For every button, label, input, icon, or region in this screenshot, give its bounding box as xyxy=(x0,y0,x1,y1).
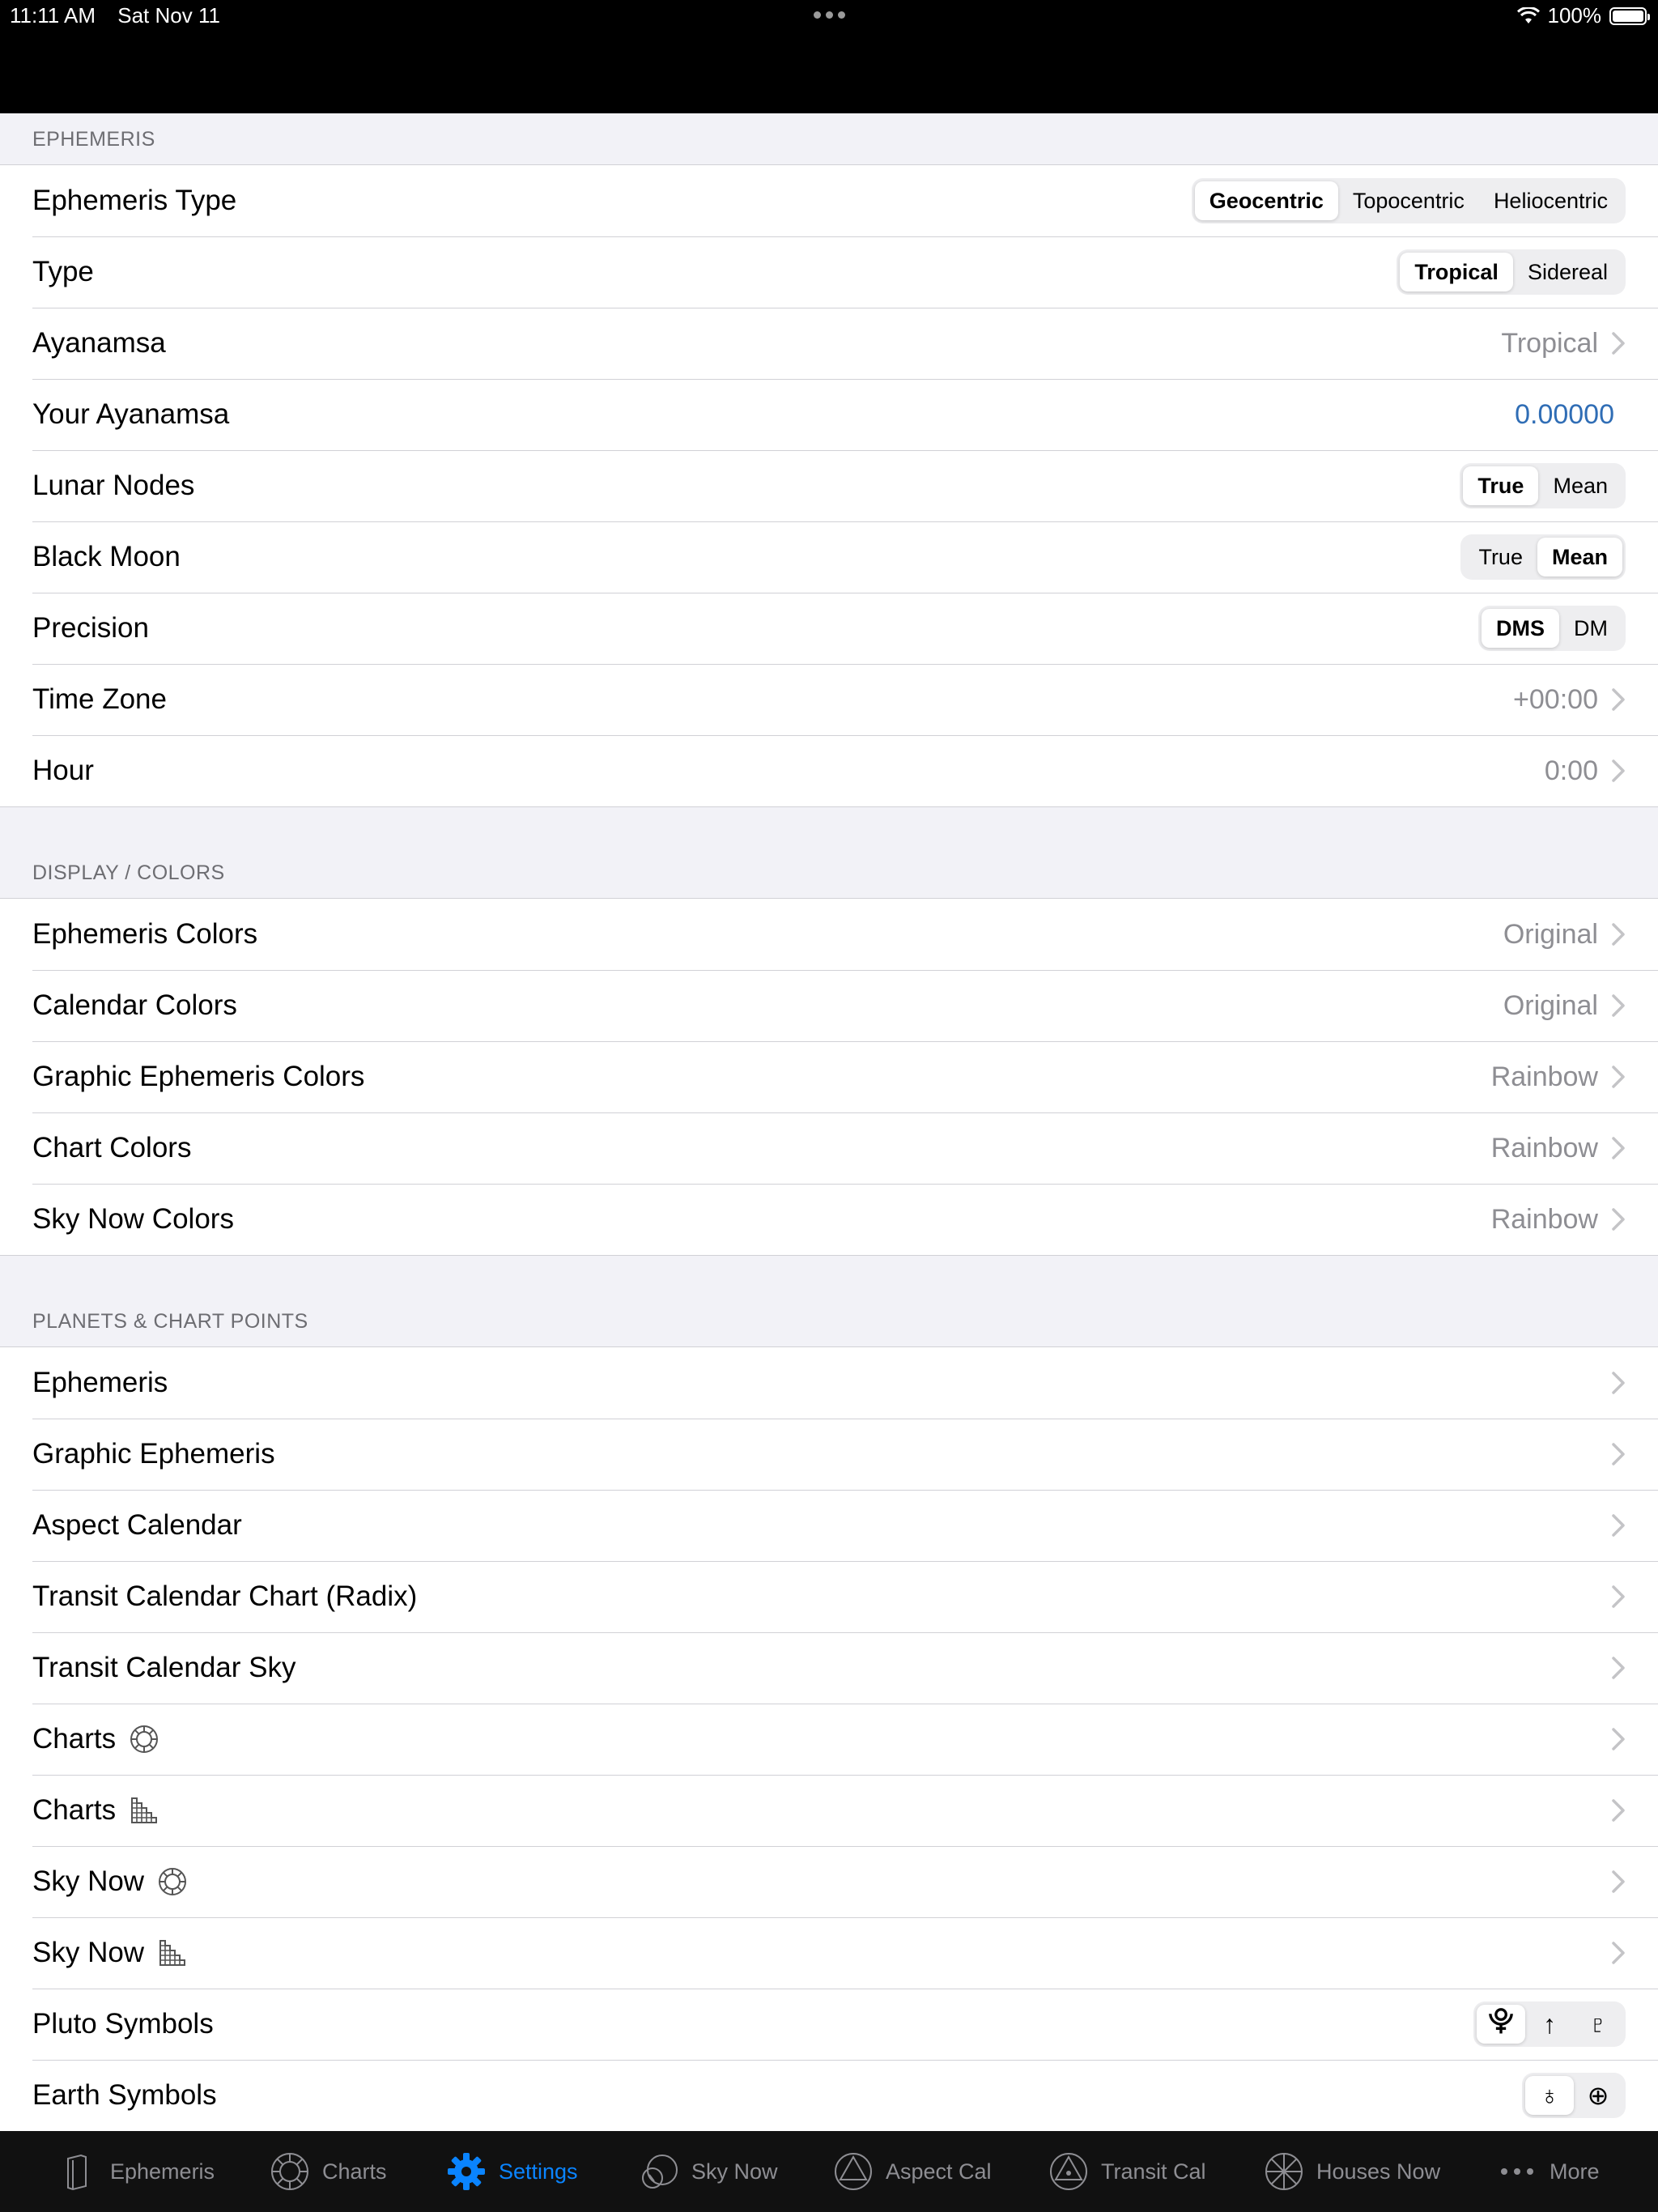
row-value: Tropical xyxy=(1501,327,1598,359)
row-label-wrap xyxy=(32,1723,159,1755)
tab-label: Houses Now xyxy=(1316,2159,1441,2184)
status-right xyxy=(1517,3,1647,28)
section-title: EPHEMERIS xyxy=(32,128,155,151)
tab-label: Charts xyxy=(322,2159,387,2184)
row-label: Ayanamsa xyxy=(32,327,166,359)
gear-icon xyxy=(445,2150,487,2193)
display-colors-group xyxy=(0,898,1658,1256)
chevron-right-icon xyxy=(1611,1656,1626,1680)
segment-topocentric[interactable]: Topocentric xyxy=(1352,188,1465,213)
row-label: Charts xyxy=(32,1794,117,1826)
chevron-right-icon xyxy=(1611,1065,1626,1089)
row-transit-calendar-chart[interactable] xyxy=(0,1561,1658,1632)
tab-ephemeris[interactable] xyxy=(57,2131,215,2212)
row-ephemeris-type xyxy=(0,165,1658,236)
chevron-right-icon xyxy=(1611,1513,1626,1538)
chevron-right-icon xyxy=(1611,1870,1626,1894)
row-sky-now-grid[interactable] xyxy=(0,1917,1658,1989)
more-dots-icon xyxy=(1496,2150,1538,2193)
tab-charts[interactable] xyxy=(269,2131,387,2212)
chevron-right-icon xyxy=(1611,1371,1626,1395)
earth-symbols-segmented[interactable] xyxy=(1522,2073,1626,2118)
tab-sky-now[interactable] xyxy=(638,2131,778,2212)
row-label: Graphic Ephemeris Colors xyxy=(32,1061,365,1092)
chevron-right-icon xyxy=(1611,1798,1626,1823)
transit-triangle-icon xyxy=(1048,2150,1090,2193)
row-your-ayanamsa xyxy=(0,379,1658,450)
row-hour[interactable] xyxy=(0,735,1658,806)
chevron-right-icon xyxy=(1611,1207,1626,1231)
row-calendar-colors[interactable] xyxy=(0,970,1658,1041)
status-time xyxy=(10,3,220,28)
row-label: Black Moon xyxy=(32,541,181,572)
battery-icon xyxy=(1609,7,1647,25)
ephemeris-group xyxy=(0,164,1658,807)
grid-icon xyxy=(129,1795,159,1826)
row-lunar-nodes xyxy=(0,450,1658,521)
segment-heliocentric[interactable]: Heliocentric xyxy=(1493,188,1608,213)
row-value: +00:00 xyxy=(1513,683,1598,715)
tab-label: Aspect Cal xyxy=(886,2159,992,2184)
wifi-icon xyxy=(1517,7,1540,25)
row-sky-now-colors[interactable] xyxy=(0,1184,1658,1255)
grid-icon xyxy=(157,1938,188,1968)
chevron-right-icon xyxy=(1611,759,1626,783)
tab-transit-cal[interactable] xyxy=(1048,2131,1206,2212)
battery-percent: 100% xyxy=(1547,3,1601,28)
houses-wheel-icon xyxy=(1263,2150,1305,2193)
segment-earth-symbol-2[interactable]: ⊕ xyxy=(1587,2081,1609,2110)
row-ephemeris-points[interactable] xyxy=(0,1347,1658,1419)
tab-bar xyxy=(0,2131,1658,2212)
row-label: Ephemeris Type xyxy=(32,185,237,216)
row-label-wrap xyxy=(32,1794,159,1827)
row-time-zone[interactable] xyxy=(0,664,1658,735)
section-header-display-colors xyxy=(0,807,1658,898)
row-label: Charts xyxy=(32,1723,117,1755)
chevron-right-icon xyxy=(1611,687,1626,712)
row-earth-symbols xyxy=(0,2060,1658,2131)
row-transit-calendar-sky[interactable] xyxy=(0,1632,1658,1704)
section-title: PLANETS & CHART POINTS xyxy=(32,1310,308,1333)
tab-aspect-cal[interactable] xyxy=(832,2131,992,2212)
tab-settings[interactable] xyxy=(445,2131,578,2212)
chevron-right-icon xyxy=(1611,993,1626,1018)
row-type xyxy=(0,236,1658,308)
row-label: Graphic Ephemeris xyxy=(32,1438,275,1470)
status-time-text: 11:11 AM xyxy=(10,3,96,28)
row-ephemeris-colors[interactable] xyxy=(0,899,1658,970)
row-label: Ephemeris Colors xyxy=(32,918,258,950)
segment-pluto-symbol-3[interactable]: ♇ xyxy=(1588,2009,1608,2039)
row-pluto-symbols xyxy=(0,1989,1658,2060)
row-chart-colors[interactable] xyxy=(0,1112,1658,1184)
segment-sidereal[interactable]: Sidereal xyxy=(1527,259,1608,284)
row-charts-wheel[interactable] xyxy=(0,1704,1658,1775)
row-label: Ephemeris xyxy=(32,1367,168,1398)
segment-earth-symbol-1[interactable]: ♁ xyxy=(1525,2076,1574,2115)
top-bar xyxy=(0,0,1658,113)
segment-mean[interactable]: Mean xyxy=(1553,473,1608,498)
row-label: Precision xyxy=(32,612,149,644)
segment-true[interactable]: True xyxy=(1463,466,1538,505)
row-value: Rainbow xyxy=(1490,1132,1598,1163)
row-label: Transit Calendar Chart (Radix) xyxy=(32,1580,418,1612)
row-label: Pluto Symbols xyxy=(32,2008,214,2040)
segment-dms[interactable]: DMS xyxy=(1482,609,1559,648)
tab-label: More xyxy=(1550,2159,1600,2184)
tab-label: Transit Cal xyxy=(1101,2159,1206,2184)
row-label: Type xyxy=(32,256,94,287)
row-label: Sky Now xyxy=(32,1865,145,1897)
tab-label: Ephemeris xyxy=(110,2159,215,2184)
sky-now-icon xyxy=(638,2150,680,2193)
row-value: Rainbow xyxy=(1490,1203,1598,1235)
row-precision xyxy=(0,593,1658,664)
row-value: Original xyxy=(1503,918,1598,950)
aspect-triangle-icon xyxy=(832,2150,874,2193)
row-label: Earth Symbols xyxy=(32,2079,217,2111)
row-label-wrap xyxy=(32,1937,188,1969)
section-header-planets xyxy=(0,1256,1658,1346)
wheel-icon xyxy=(129,1724,159,1755)
multitask-dots-icon[interactable] xyxy=(810,0,848,29)
tab-label: Sky Now xyxy=(691,2159,778,2184)
settings-list[interactable] xyxy=(0,113,1658,2132)
precision-segmented[interactable] xyxy=(1478,606,1626,651)
row-aspect-calendar-points[interactable] xyxy=(0,1490,1658,1561)
wheel-icon xyxy=(157,1866,188,1897)
chevron-right-icon xyxy=(1611,1585,1626,1609)
segment-mean[interactable]: Mean xyxy=(1537,538,1622,576)
chevron-right-icon xyxy=(1611,1727,1626,1751)
row-label: Transit Calendar Sky xyxy=(32,1652,296,1683)
book-icon xyxy=(57,2150,99,2193)
planets-group xyxy=(0,1346,1658,2132)
row-label: Chart Colors xyxy=(32,1132,192,1163)
section-header-ephemeris xyxy=(0,113,1658,164)
row-label: Calendar Colors xyxy=(32,989,237,1021)
tab-more[interactable] xyxy=(1496,2131,1600,2212)
lunar-nodes-segmented[interactable] xyxy=(1460,463,1626,508)
chevron-right-icon xyxy=(1611,922,1626,946)
ephemeris-type-segmented[interactable] xyxy=(1192,178,1626,223)
row-value: Rainbow xyxy=(1490,1061,1598,1092)
row-label: Your Ayanamsa xyxy=(32,398,230,430)
row-label: Sky Now xyxy=(32,1937,145,1968)
row-ayanamsa[interactable] xyxy=(0,308,1658,379)
segment-dm[interactable]: DM xyxy=(1574,615,1608,640)
row-label: Lunar Nodes xyxy=(32,470,195,501)
status-date: Sat Nov 11 xyxy=(117,3,220,28)
segment-pluto-symbol-2[interactable]: ↑ xyxy=(1543,2009,1556,2039)
row-label: Aspect Calendar xyxy=(32,1509,242,1541)
chart-wheel-icon xyxy=(269,2150,311,2193)
your-ayanamsa-input[interactable]: 0.00000 xyxy=(1515,398,1614,430)
row-black-moon xyxy=(0,521,1658,593)
pluto-symbols-segmented[interactable] xyxy=(1473,2001,1626,2047)
segment-pluto-symbol-1[interactable]: ⯓ xyxy=(1477,2005,1525,2044)
row-label-wrap xyxy=(32,1865,188,1898)
row-charts-grid[interactable] xyxy=(0,1775,1658,1846)
row-sky-now-wheel[interactable] xyxy=(0,1846,1658,1917)
tab-houses-now[interactable] xyxy=(1263,2131,1440,2212)
row-value: 0:00 xyxy=(1544,755,1598,786)
segment-true[interactable]: True xyxy=(1478,544,1523,569)
chevron-right-icon xyxy=(1611,1442,1626,1466)
chevron-right-icon xyxy=(1611,1136,1626,1160)
row-value: Original xyxy=(1503,989,1598,1021)
row-graphic-ephemeris-colors[interactable] xyxy=(0,1041,1658,1112)
row-graphic-ephemeris-points[interactable] xyxy=(0,1419,1658,1490)
black-moon-segmented[interactable] xyxy=(1460,534,1626,580)
row-label: Hour xyxy=(32,755,94,786)
chevron-right-icon xyxy=(1611,1941,1626,1965)
type-segmented[interactable] xyxy=(1397,249,1626,295)
tab-label: Settings xyxy=(499,2159,578,2184)
row-label: Sky Now Colors xyxy=(32,1203,234,1235)
row-label: Time Zone xyxy=(32,683,167,715)
segment-geocentric[interactable]: Geocentric xyxy=(1195,181,1338,220)
segment-tropical[interactable]: Tropical xyxy=(1400,253,1513,291)
section-title: DISPLAY / COLORS xyxy=(32,861,225,884)
chevron-right-icon xyxy=(1611,331,1626,355)
